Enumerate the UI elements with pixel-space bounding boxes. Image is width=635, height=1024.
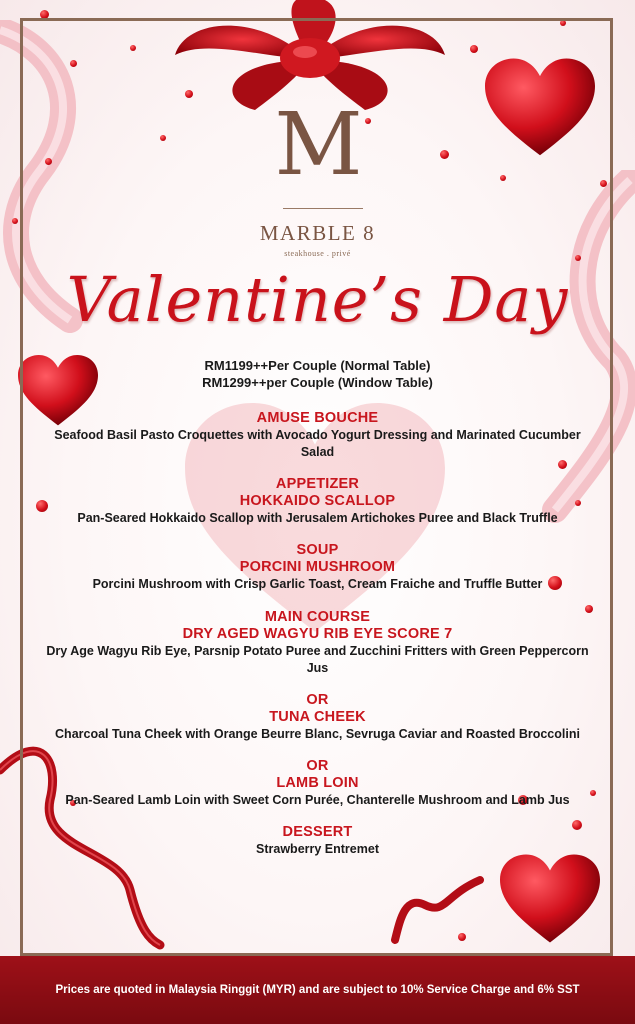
course-dish-name: PORCINI MUSHROOM bbox=[239, 559, 396, 575]
course-amuse-bouche bbox=[36, 410, 599, 461]
logo-divider bbox=[283, 208, 363, 209]
course-dish-name: HOKKAIDO SCALLOP bbox=[239, 493, 396, 509]
menu-content bbox=[36, 357, 599, 858]
course-dish-name: DRY AGED WAGYU RIB EYE SCORE 7 bbox=[182, 626, 453, 642]
course-heading: APPETIZER bbox=[275, 476, 360, 492]
course-heading: DESSERT bbox=[282, 824, 353, 840]
course-description: Strawberry Entremet bbox=[256, 842, 379, 856]
course-heading: MAIN COURSE bbox=[264, 609, 371, 625]
course-dish-name: TUNA CHEEK bbox=[269, 709, 366, 725]
course-dish-name: LAMB LOIN bbox=[276, 775, 359, 791]
course-main-alt-lamb bbox=[36, 758, 599, 809]
page-title: Valentine’s Day bbox=[66, 263, 569, 336]
footer-banner bbox=[0, 956, 635, 1024]
course-appetizer bbox=[36, 476, 599, 527]
course-soup bbox=[36, 542, 599, 593]
course-description: Pan-Seared Hokkaido Scallop with Jerusalem Artichokes Puree and Black Truffle bbox=[77, 511, 558, 525]
course-main bbox=[36, 609, 599, 677]
footer-note: Prices are quoted in Malaysia Ringgit (MYR) and are subject to 10% Service Charge and 6% SST bbox=[55, 984, 580, 996]
course-heading: AMUSE BOUCHE bbox=[256, 410, 379, 426]
course-description: Seafood Basil Pasto Croquettes with Avocado Yogurt Dressing and Marinated Cucumber Salad bbox=[54, 428, 581, 459]
course-heading: SOUP bbox=[296, 542, 339, 558]
course-or-label: OR bbox=[306, 758, 329, 774]
price-window-table: RM1299++per Couple (Window Table) bbox=[202, 375, 433, 390]
course-description: Charcoal Tuna Cheek with Orange Beurre Blanc, Sevruga Caviar and Roasted Broccolini bbox=[55, 727, 580, 741]
brand-logo-letter: M bbox=[274, 95, 361, 195]
brand-tagline: steakhouse . privé bbox=[284, 249, 351, 258]
course-description: Dry Age Wagyu Rib Eye, Parsnip Potato Puree and Zucchini Fritters with Green Peppercorn Jus bbox=[46, 644, 589, 675]
pricing-block bbox=[36, 357, 599, 391]
course-description: Pan-Seared Lamb Loin with Sweet Corn Purée, Chanterelle Mushroom and Lamb Jus bbox=[65, 793, 570, 807]
course-dessert bbox=[36, 824, 599, 858]
price-normal-table: RM1199++Per Couple (Normal Table) bbox=[204, 358, 431, 373]
course-or-label: OR bbox=[306, 692, 329, 708]
brand-name: MARBLE 8 bbox=[259, 221, 376, 245]
course-description: Porcini Mushroom with Crisp Garlic Toast, Cream Fraiche and Truffle Butter bbox=[92, 577, 543, 591]
course-main-alt-tuna bbox=[36, 692, 599, 743]
